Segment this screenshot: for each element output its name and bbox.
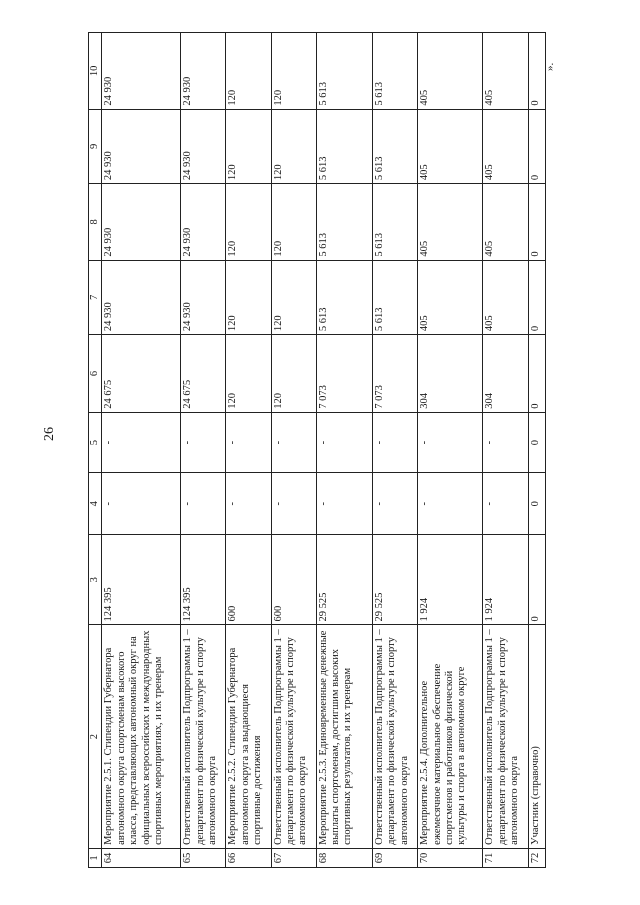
- value-cell: 0: [528, 260, 545, 334]
- value-cell: 304: [483, 335, 528, 413]
- row-description-cell: Ответственный исполнитель Подпрограммы 1 – департамент по физической культуре и спорту автономного округа: [483, 625, 528, 848]
- column-header: 3: [89, 535, 102, 625]
- value-cell: 304: [418, 335, 483, 413]
- column-header: 4: [89, 473, 102, 535]
- value-cell: 120: [271, 33, 316, 110]
- table-header-row: [89, 33, 102, 868]
- value-cell: -: [102, 412, 181, 473]
- row-number-cell: 71: [483, 848, 528, 867]
- column-header: 5: [89, 412, 102, 473]
- value-cell: 7 073: [316, 335, 372, 413]
- row-number-cell: 66: [226, 848, 271, 867]
- value-cell: -: [226, 412, 271, 473]
- value-cell: -: [181, 412, 226, 473]
- value-cell: 0: [528, 33, 545, 110]
- row-description-cell: Участник (справочно): [528, 625, 545, 848]
- value-cell: 7 073: [373, 335, 418, 413]
- rotated-table-container: [88, 32, 546, 868]
- value-cell: 5 613: [316, 260, 372, 334]
- value-cell: 120: [226, 184, 271, 261]
- row-description-cell: Мероприятие 2.5.1. Стипендии Губернатора автономного округа спортсменам высокого класса, представляющих автономный округ на официальных всероссийских и международных спортивных мероприятиях, и их тренерам: [102, 625, 181, 848]
- value-cell: 29 525: [373, 535, 418, 625]
- row-number-cell: 67: [271, 848, 316, 867]
- row-number-cell: 68: [316, 848, 372, 867]
- value-cell: 0: [528, 412, 545, 473]
- value-cell: 120: [226, 335, 271, 413]
- value-cell: 5 613: [316, 109, 372, 183]
- value-cell: 5 613: [373, 109, 418, 183]
- column-header: 7: [89, 260, 102, 334]
- table-row: [316, 33, 372, 868]
- row-description-cell: Мероприятие 2.5.3. Единовременные денежные выплаты спортсменам, достигшим высоких спортивных результатов, и их тренерам: [316, 625, 372, 848]
- value-cell: 5 613: [316, 184, 372, 261]
- value-cell: 0: [528, 184, 545, 261]
- value-cell: 1 924: [418, 535, 483, 625]
- value-cell: 1 924: [483, 535, 528, 625]
- row-number-cell: 70: [418, 848, 483, 867]
- value-cell: 24 930: [102, 260, 181, 334]
- closing-quote-mark: ».: [544, 62, 556, 71]
- value-cell: 405: [483, 109, 528, 183]
- row-number-cell: 65: [181, 848, 226, 867]
- value-cell: 124 395: [181, 535, 226, 625]
- column-header: 2: [89, 625, 102, 848]
- row-description-cell: Ответственный исполнитель Подпрограммы 1 – департамент по физической культуре и спорту автономного округа: [271, 625, 316, 848]
- value-cell: 5 613: [373, 33, 418, 110]
- table-row: [418, 33, 483, 868]
- value-cell: 120: [271, 184, 316, 261]
- value-cell: 24 930: [102, 33, 181, 110]
- value-cell: 120: [226, 109, 271, 183]
- value-cell: -: [316, 412, 372, 473]
- row-description-cell: Мероприятие 2.5.2. Стипендии Губернатора автономного округа за выдающиеся спортивные достижения: [226, 625, 271, 848]
- value-cell: -: [418, 412, 483, 473]
- value-cell: 405: [418, 33, 483, 110]
- value-cell: -: [181, 473, 226, 535]
- table-row: [373, 33, 418, 868]
- value-cell: 600: [271, 535, 316, 625]
- value-cell: 0: [528, 109, 545, 183]
- value-cell: 120: [271, 109, 316, 183]
- value-cell: -: [418, 473, 483, 535]
- value-cell: -: [226, 473, 271, 535]
- value-cell: -: [373, 473, 418, 535]
- value-cell: -: [271, 412, 316, 473]
- value-cell: 120: [271, 260, 316, 334]
- value-cell: 0: [528, 335, 545, 413]
- value-cell: 24 930: [102, 184, 181, 261]
- table-body: [102, 33, 546, 868]
- row-description-cell: Ответственный исполнитель Подпрограммы 1 – департамент по физической культуре и спорту автономного округа: [181, 625, 226, 848]
- value-cell: 29 525: [316, 535, 372, 625]
- column-header: 10: [89, 33, 102, 110]
- value-cell: -: [271, 473, 316, 535]
- value-cell: 0: [528, 535, 545, 625]
- column-header: 8: [89, 184, 102, 261]
- value-cell: 405: [418, 184, 483, 261]
- column-header: 6: [89, 335, 102, 413]
- value-cell: -: [373, 412, 418, 473]
- column-header: 1: [89, 848, 102, 867]
- row-number-cell: 69: [373, 848, 418, 867]
- value-cell: 5 613: [373, 260, 418, 334]
- column-header: 9: [89, 109, 102, 183]
- value-cell: 120: [226, 33, 271, 110]
- value-cell: -: [483, 473, 528, 535]
- row-number-cell: 72: [528, 848, 545, 867]
- value-cell: 5 613: [316, 33, 372, 110]
- table-row: [181, 33, 226, 868]
- value-cell: 405: [418, 109, 483, 183]
- value-cell: 5 613: [373, 184, 418, 261]
- value-cell: 24 675: [181, 335, 226, 413]
- value-cell: 24 930: [102, 109, 181, 183]
- value-cell: 24 675: [102, 335, 181, 413]
- value-cell: 120: [271, 335, 316, 413]
- value-cell: 120: [226, 260, 271, 334]
- row-description-cell: Мероприятие 2.5.4. Дополнительное ежемесячное материальное обеспечение спортсменов и работников физической культуры и спорта в автономном округе: [418, 625, 483, 848]
- table-row: [226, 33, 271, 868]
- value-cell: 24 930: [181, 109, 226, 183]
- value-cell: 24 930: [181, 184, 226, 261]
- value-cell: 24 930: [181, 260, 226, 334]
- value-cell: 24 930: [181, 33, 226, 110]
- table-row: [102, 33, 181, 868]
- value-cell: 124 395: [102, 535, 181, 625]
- value-cell: 600: [226, 535, 271, 625]
- value-cell: 405: [418, 260, 483, 334]
- table-row: [271, 33, 316, 868]
- value-cell: -: [316, 473, 372, 535]
- table-row: [528, 33, 545, 868]
- page-number: 26: [42, 427, 57, 441]
- row-number-cell: 64: [102, 848, 181, 867]
- value-cell: 405: [483, 184, 528, 261]
- budget-table: [88, 32, 546, 868]
- value-cell: -: [483, 412, 528, 473]
- row-description-cell: Ответственный исполнитель Подпрограммы 1 – департамент по физической культуре и спорту автономного округа: [373, 625, 418, 848]
- value-cell: 405: [483, 33, 528, 110]
- value-cell: -: [102, 473, 181, 535]
- value-cell: 0: [528, 473, 545, 535]
- table-row: [483, 33, 528, 868]
- value-cell: 405: [483, 260, 528, 334]
